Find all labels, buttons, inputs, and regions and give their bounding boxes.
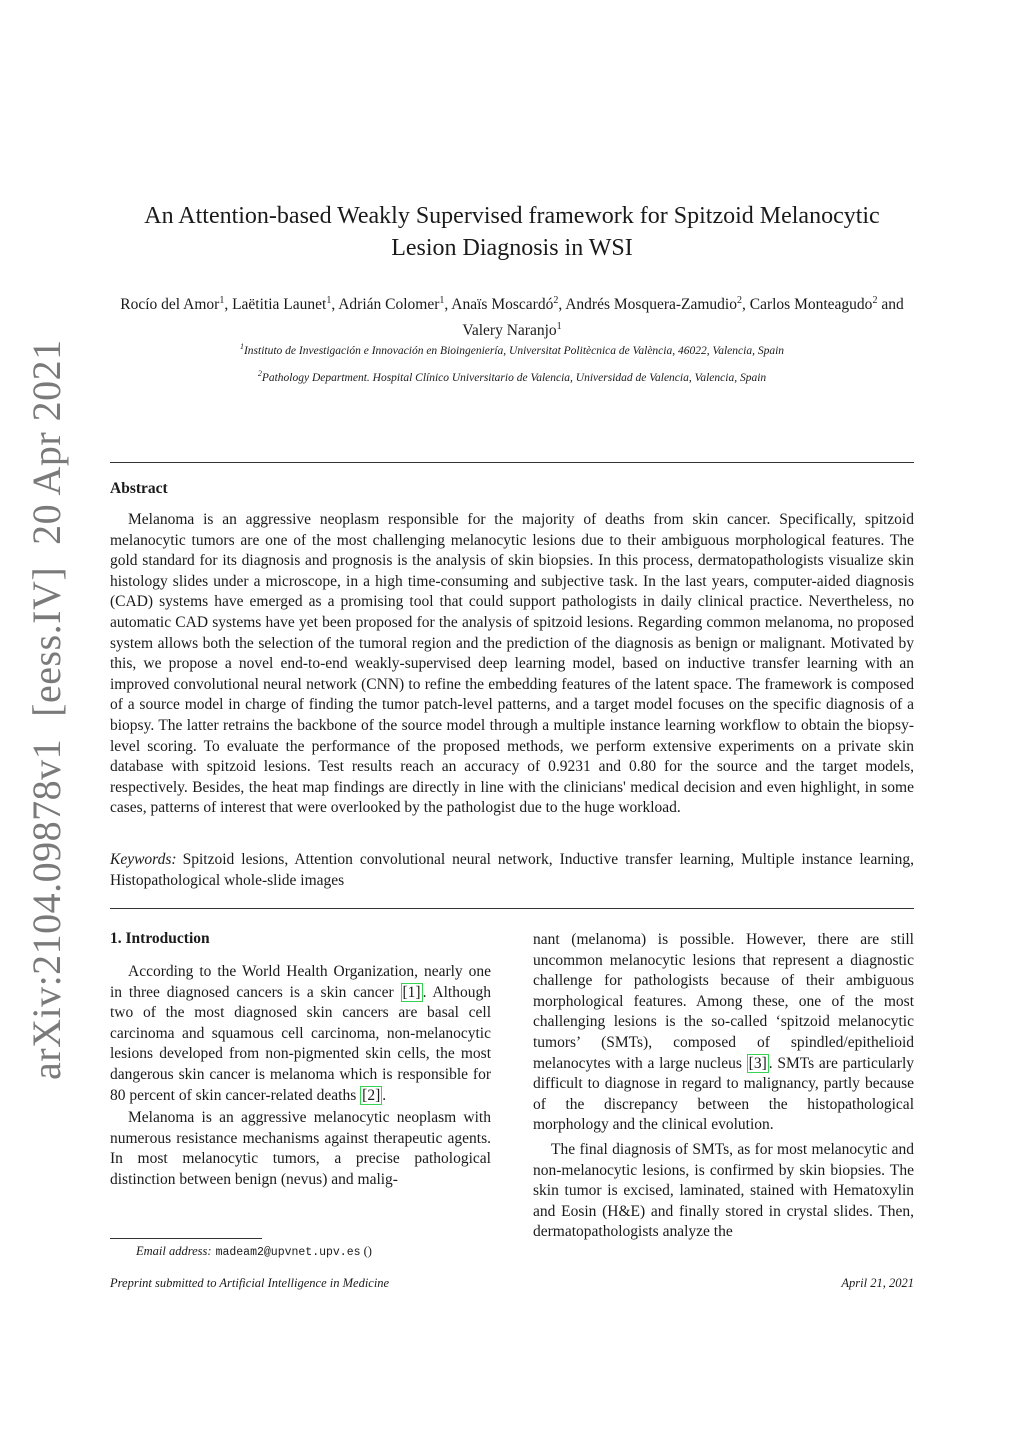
- author-name: Anaïs Moscardó: [451, 296, 554, 314]
- author-affiliation-mark: 1: [556, 321, 562, 333]
- keywords: [110, 850, 914, 891]
- footnote-email: Email address: madeam2@upvnet.upv.es (): [136, 1244, 372, 1259]
- footer-preprint-note: Preprint submitted to Artificial Intelligence in Medicine: [110, 1276, 390, 1290]
- keywords-text: Spitzoid lesions, Attention convolutional neural network, Inductive transfer learning, Multiple instance learning, Histopathological whole-slide images: [110, 851, 914, 889]
- arxiv-category: [eess.IV]: [23, 566, 69, 717]
- footnote-rule: [110, 1238, 262, 1239]
- arxiv-date: 20 Apr 2021: [23, 339, 69, 545]
- abstract-top-rule: [110, 462, 914, 463]
- intro-paragraph-2: Melanoma is an aggressive melanocytic neoplasm with numerous resistance mechanisms against therapeutic agents. In most melanocytic tumors, a precise pathological distinction between benign (nevus) and malig-: [110, 1109, 491, 1188]
- intro-paragraph-2-continued: nant (melanoma) is possible. However, there are still uncommon melanocytic lesions that represent a diagnostic challenge for pathologists because of their ambiguous morphological features. Among these, one of the most challenging lesions is the so-called ‘spitzoid melanocytic tumors’ (SMTs), composed of spindled/epithelioid melanocytes with a large nucleus [3] . SMTs are particularly difficult to diagnose in regard to malignancy, partly because of the discrepancy between the histopathological morphology and the clinical evolution.: [533, 931, 915, 1134]
- left-column: [110, 930, 491, 1193]
- author-affiliation-mark: 1: [326, 295, 332, 306]
- author-name: Valery Naranjo: [462, 322, 557, 340]
- author-affiliation-mark: 1: [439, 295, 445, 306]
- author-affiliation-mark: 2: [872, 295, 878, 306]
- footer-date: April 21, 2021: [841, 1276, 914, 1290]
- author-name: Andrés Mosquera-Zamudio: [565, 296, 737, 314]
- paper-title: An Attention-based Weakly Supervised framework for Spitzoid Melanocytic Lesion Diagnosis in WSI: [144, 203, 880, 261]
- author-affiliation-mark: 2: [553, 295, 559, 306]
- intro-paragraph-1: According to the World Health Organization, nearly one in three diagnosed cancers is a skin cancer [1] . Although two of the most diagnosed skin cancers are basal cell carcinoma and squamous cell carcinoma, non-melanocytic lesions developed from non-pigmented skin cells, the most dangerous skin cancer is melanoma which is responsible for 80 percent of skin cancer-related deaths [2] .: [110, 963, 491, 1104]
- author-affiliation-mark: 2: [736, 295, 742, 306]
- arxiv-id: arXiv:2104.09878v1: [23, 738, 69, 1080]
- section-heading-introduction: 1. Introduction: [110, 930, 210, 947]
- citation-link[interactable]: [3]: [748, 1054, 767, 1072]
- citation-link[interactable]: [1]: [402, 983, 421, 1001]
- author-list: Rocío del Amor$^1$, Laëtitia Launet$^1$, Adrián Colomer$^1$, Anaïs Moscardó$^2$, Andrés Mosquera-Zamudio$^2$, Carlos Monteagudo$^2$ and Valery Naranjo$^1$: [120, 295, 904, 340]
- author-name: Carlos Monteagudo: [749, 296, 873, 314]
- author-name: Adrián Colomer: [338, 296, 440, 314]
- intro-paragraph-3: The final diagnosis of SMTs, as for most melanocytic and non-melanocytic lesions, is confirmed by skin biopsies. The skin tumor is excised, laminated, stained with Hematoxylin and Eosin (H&E) and finally stored in crystal slides. Then, dermatopathologists analyze the: [533, 1140, 914, 1241]
- abstract-bottom-rule: [110, 908, 914, 909]
- citation-link[interactable]: [2]: [362, 1086, 381, 1104]
- keywords-label: Keywords:: [110, 851, 177, 868]
- arxiv-stamp: [8, 339, 84, 1080]
- footnote-label: Email address:: [136, 1244, 212, 1258]
- abstract-text: Melanoma is an aggressive neoplasm responsible for the majority of deaths from skin cancer. Specifically, spitzoid melanocytic tumors are one of the most challenging melanocytic lesions due to their ambiguous morphological features. The gold standard for its diagnosis and prognosis is the analysis of skin biopsies. In this process, dermatopathologists visualize skin histology slides under a microscope, in a high time-consuming and subjective task. In the last years, computer-aided diagnosis (CAD) systems have emerged as a promising tool that could support pathologists in daily clinical practice. Nevertheless, no automatic CAD systems have yet been proposed for the analysis of spitzoid lesions. Regarding common melanoma, no proposed system allows both the selection of the tumoral region and the prediction of the diagnosis as benign or malignant. Motivated by this, we propose a novel end-to-end weakly-supervised deep learning model, based on inductive transfer learning with an improved convolutional neural network (CNN) to refine the embedding features of the latent space. The framework is composed of a source model in charge of finding the tumor patch-level patterns, and a target model focuses on the specific diagnosis of a biopsy. The latter retrains the backbone of the source model through a multiple instance learning workflow to obtain the biopsy-level scoring. To evaluate the performance of the proposed methods, we perform extensive experiments on a private skin database with spitzoid lesions. Test results reach an accuracy of 0.9231 and 0.80 for the source and the target models, respectively. Besides, the heat map findings are directly in line with the clinicians' medical decision and even highlight, in some cases, patterns of interest that were overlooked by the pathologist due to the huge workload.: [110, 511, 914, 817]
- affiliation-1: $^1$Instituto de Investigación e Innovación en Bioingeniería, Universitat Politècnica de València, 46022, Valencia, Spain: [239, 342, 785, 357]
- author-name: Rocío del Amor: [120, 296, 220, 314]
- affiliation-2: $^2$Pathology Department. Hospital Clínico Universitario de Valencia, Universidad de Valencia, Valencia, Spain: [257, 369, 767, 384]
- author-name: Laëtitia Launet: [232, 296, 327, 314]
- right-column: [533, 930, 914, 1245]
- abstract-heading: Abstract: [110, 480, 168, 497]
- email-link[interactable]: madeam2@upvnet.upv.es: [215, 1246, 361, 1259]
- author-affiliation-mark: 1: [219, 295, 225, 306]
